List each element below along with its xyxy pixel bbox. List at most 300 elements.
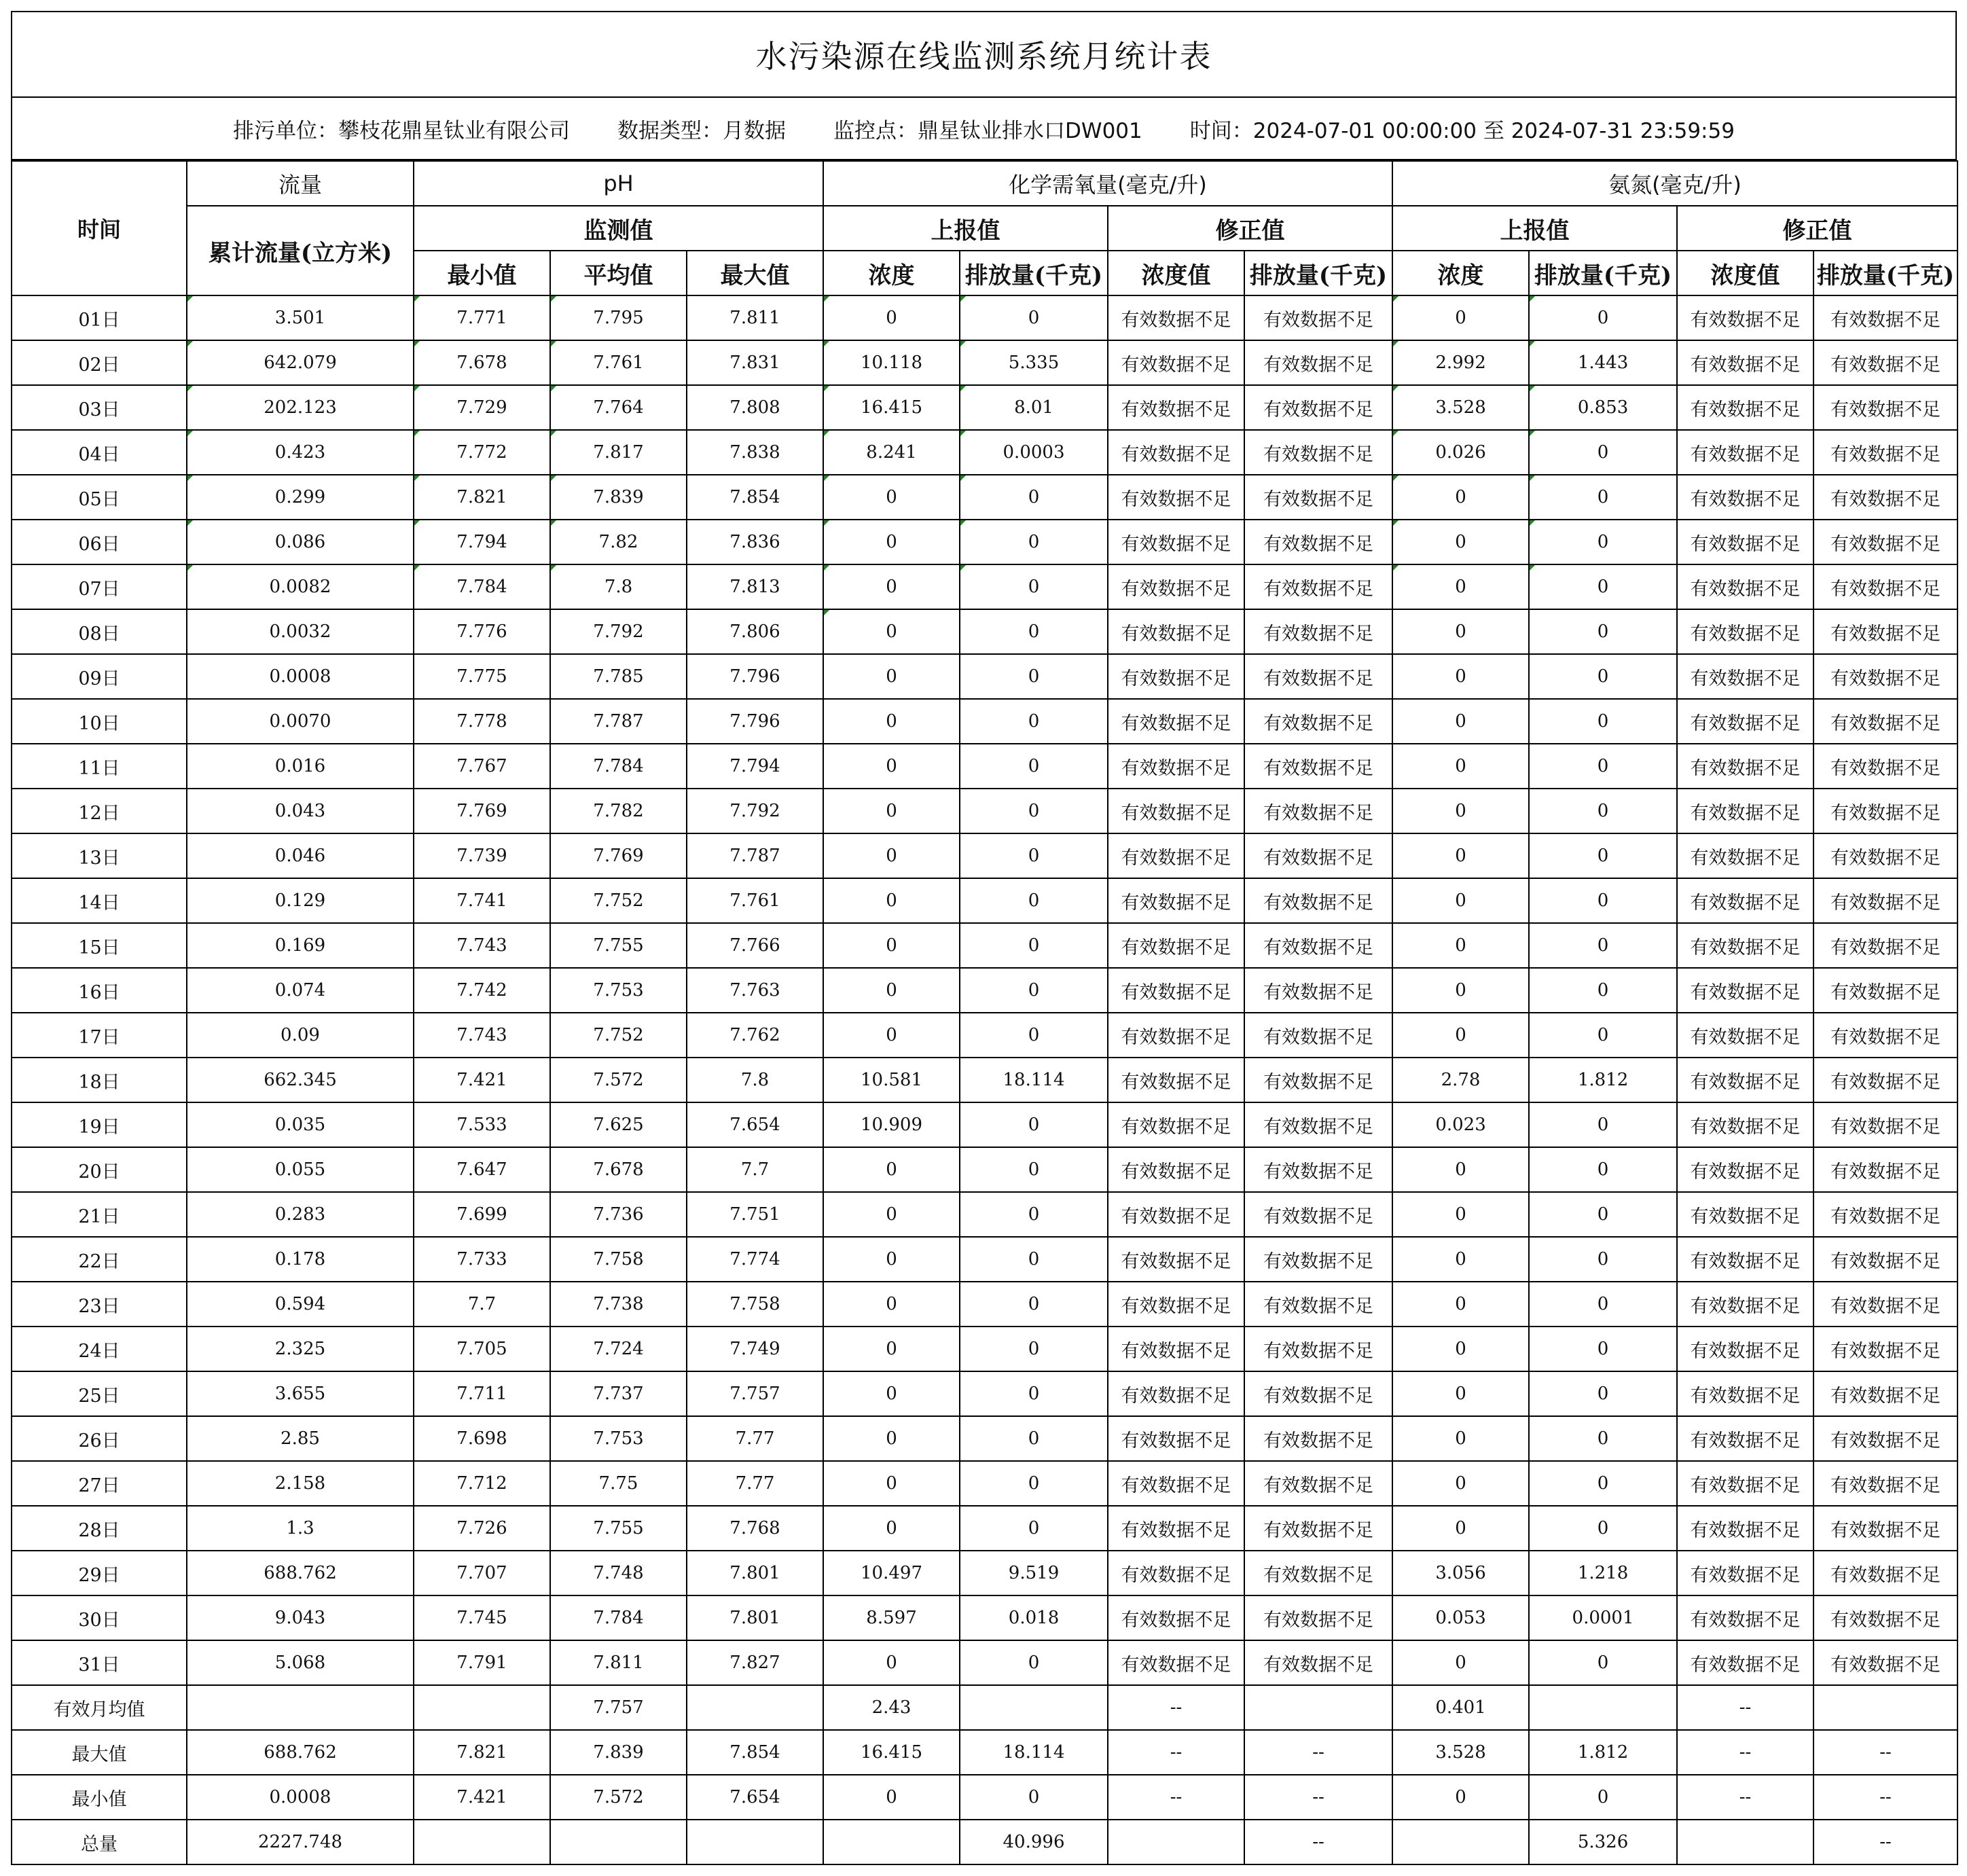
value-cell: 0 xyxy=(1392,1506,1529,1551)
day-cell: 02日 xyxy=(12,340,187,385)
value-cell: 0 xyxy=(1529,295,1677,340)
value-cell: 0 xyxy=(1392,744,1529,789)
value-cell: 0 xyxy=(823,1192,960,1237)
table-row xyxy=(12,1416,1957,1461)
value-cell: 有效数据不足 xyxy=(1244,923,1392,968)
value-cell: 0 xyxy=(960,1371,1108,1416)
table-row xyxy=(12,1282,1957,1327)
value-cell: 0 xyxy=(823,878,960,923)
value-cell: 有效数据不足 xyxy=(1677,699,1813,744)
summary-label: 总量 xyxy=(12,1820,187,1864)
value-cell: 0.178 xyxy=(187,1237,414,1282)
summary-row xyxy=(12,1685,1957,1730)
value-cell: 7.854 xyxy=(687,475,823,520)
value-cell: 0.043 xyxy=(187,789,414,833)
value-cell: 有效数据不足 xyxy=(1677,385,1813,430)
value-cell: 10.581 xyxy=(823,1058,960,1102)
value-cell: 0 xyxy=(823,1237,960,1282)
value-cell: 0 xyxy=(960,1282,1108,1327)
day-cell: 15日 xyxy=(12,923,187,968)
value-cell: 7.821 xyxy=(414,475,550,520)
value-cell: 7.752 xyxy=(550,1013,687,1058)
value-cell: 7.806 xyxy=(687,609,823,654)
day-cell: 12日 xyxy=(12,789,187,833)
summary-cell: 7.572 xyxy=(550,1775,687,1820)
value-cell: 7.711 xyxy=(414,1371,550,1416)
report-info-bar xyxy=(11,98,1957,160)
summary-cell xyxy=(1108,1820,1244,1864)
value-cell: 0 xyxy=(1529,654,1677,699)
value-cell: 7.748 xyxy=(550,1551,687,1595)
flow-header: 流量 xyxy=(187,161,414,206)
time-range: 时间：2024-07-01 00:00:00 至 2024-07-31 23:59:59 xyxy=(1189,118,1735,143)
value-cell: 0.0001 xyxy=(1529,1595,1677,1640)
value-cell: 9.043 xyxy=(187,1595,414,1640)
value-cell: 7.82 xyxy=(550,520,687,564)
value-cell: 7.647 xyxy=(414,1147,550,1192)
value-cell: 有效数据不足 xyxy=(1244,1282,1392,1327)
table-row xyxy=(12,789,1957,833)
value-cell: 7.753 xyxy=(550,968,687,1013)
summary-cell: 2227.748 xyxy=(187,1820,414,1864)
value-cell: 0 xyxy=(823,475,960,520)
value-cell: 7.787 xyxy=(687,833,823,878)
value-cell: 0 xyxy=(1529,1506,1677,1551)
day-cell: 25日 xyxy=(12,1371,187,1416)
value-cell: 有效数据不足 xyxy=(1813,1147,1957,1192)
value-cell: 有效数据不足 xyxy=(1813,564,1957,609)
value-cell: 0 xyxy=(960,1013,1108,1058)
polluter-unit: 排污单位：攀枝花鼎星钛业有限公司 xyxy=(233,118,571,143)
value-cell: 有效数据不足 xyxy=(1677,1147,1813,1192)
value-cell: 0 xyxy=(1392,699,1529,744)
value-cell: 0 xyxy=(1392,1013,1529,1058)
table-row xyxy=(12,654,1957,699)
value-cell: 0 xyxy=(960,923,1108,968)
day-cell: 26日 xyxy=(12,1416,187,1461)
value-cell: 有效数据不足 xyxy=(1813,833,1957,878)
value-cell: 0 xyxy=(1529,699,1677,744)
value-cell: 7.743 xyxy=(414,923,550,968)
value-cell: 0 xyxy=(1529,609,1677,654)
value-cell: 7.77 xyxy=(687,1416,823,1461)
value-cell: 0 xyxy=(960,475,1108,520)
value-cell: 7.838 xyxy=(687,430,823,475)
summary-cell: -- xyxy=(1813,1820,1957,1864)
value-cell: 7.764 xyxy=(550,385,687,430)
value-cell: 有效数据不足 xyxy=(1813,340,1957,385)
value-cell: 10.909 xyxy=(823,1102,960,1147)
value-cell: 有效数据不足 xyxy=(1108,1327,1244,1371)
value-cell: 0 xyxy=(1392,1461,1529,1506)
value-cell: 0 xyxy=(1392,564,1529,609)
value-cell: 有效数据不足 xyxy=(1813,699,1957,744)
value-cell: 有效数据不足 xyxy=(1108,1058,1244,1102)
value-cell: 0.053 xyxy=(1392,1595,1529,1640)
value-cell: 有效数据不足 xyxy=(1813,1551,1957,1595)
value-cell: 有效数据不足 xyxy=(1677,1595,1813,1640)
value-cell: 7.794 xyxy=(414,520,550,564)
value-cell: 7.8 xyxy=(687,1058,823,1102)
value-cell: 7.839 xyxy=(550,475,687,520)
value-cell: 0.018 xyxy=(960,1595,1108,1640)
value-cell: 7.763 xyxy=(687,968,823,1013)
day-cell: 31日 xyxy=(12,1640,187,1685)
value-cell: 7.836 xyxy=(687,520,823,564)
value-cell: 0 xyxy=(1529,1237,1677,1282)
table-row xyxy=(12,1371,1957,1416)
value-cell: 0 xyxy=(1392,1416,1529,1461)
value-cell: 0 xyxy=(960,699,1108,744)
table-row xyxy=(12,564,1957,609)
value-cell: 8.241 xyxy=(823,430,960,475)
value-cell: 0.129 xyxy=(187,878,414,923)
summary-cell: -- xyxy=(1244,1730,1392,1775)
value-cell: 有效数据不足 xyxy=(1813,1416,1957,1461)
value-cell: 0 xyxy=(1392,295,1529,340)
day-cell: 14日 xyxy=(12,878,187,923)
value-cell: 有效数据不足 xyxy=(1677,923,1813,968)
value-cell: 0 xyxy=(823,1416,960,1461)
value-cell: 有效数据不足 xyxy=(1813,1282,1957,1327)
value-cell: 有效数据不足 xyxy=(1813,654,1957,699)
table-row xyxy=(12,699,1957,744)
value-cell: 有效数据不足 xyxy=(1108,878,1244,923)
value-cell: 0 xyxy=(1529,1416,1677,1461)
value-cell: 有效数据不足 xyxy=(1244,833,1392,878)
summary-cell xyxy=(960,1685,1108,1730)
value-cell: 0 xyxy=(1392,1282,1529,1327)
value-cell: 7.792 xyxy=(687,789,823,833)
value-cell: 7.752 xyxy=(550,878,687,923)
value-cell: 7.75 xyxy=(550,1461,687,1506)
value-cell: 7.572 xyxy=(550,1058,687,1102)
cod-corrected-header: 修正值 xyxy=(1108,206,1392,251)
summary-cell xyxy=(1677,1820,1813,1864)
value-cell: 有效数据不足 xyxy=(1244,1595,1392,1640)
summary-cell: -- xyxy=(1813,1775,1957,1820)
value-cell: 有效数据不足 xyxy=(1108,744,1244,789)
cod-emission-header: 排放量(千克) xyxy=(960,251,1108,295)
value-cell: 7.743 xyxy=(414,1013,550,1058)
value-cell: 0.0082 xyxy=(187,564,414,609)
value-cell: 7.736 xyxy=(550,1192,687,1237)
value-cell: 7.726 xyxy=(414,1506,550,1551)
table-row xyxy=(12,1506,1957,1551)
value-cell: 有效数据不足 xyxy=(1813,1461,1957,1506)
value-cell: 0 xyxy=(823,744,960,789)
table-row xyxy=(12,430,1957,475)
value-cell: 0 xyxy=(1392,1237,1529,1282)
value-cell: 有效数据不足 xyxy=(1813,1327,1957,1371)
value-cell: 642.079 xyxy=(187,340,414,385)
value-cell: 0 xyxy=(1529,430,1677,475)
value-cell: 7.755 xyxy=(550,1506,687,1551)
value-cell: 有效数据不足 xyxy=(1813,1013,1957,1058)
value-cell: 有效数据不足 xyxy=(1108,833,1244,878)
value-cell: 7.729 xyxy=(414,385,550,430)
summary-cell xyxy=(1529,1685,1677,1730)
summary-cell xyxy=(414,1820,550,1864)
value-cell: 0 xyxy=(1392,789,1529,833)
value-cell: 8.01 xyxy=(960,385,1108,430)
value-cell: 0 xyxy=(1529,1013,1677,1058)
value-cell: 7.678 xyxy=(550,1147,687,1192)
day-cell: 07日 xyxy=(12,564,187,609)
value-cell: 0 xyxy=(823,1013,960,1058)
table-row xyxy=(12,1192,1957,1237)
value-cell: 有效数据不足 xyxy=(1813,1237,1957,1282)
nh3-corrected-header: 修正值 xyxy=(1677,206,1957,251)
table-row xyxy=(12,1551,1957,1595)
summary-cell: 1.812 xyxy=(1529,1730,1677,1775)
summary-cell xyxy=(687,1685,823,1730)
value-cell: 1.443 xyxy=(1529,340,1677,385)
day-cell: 30日 xyxy=(12,1595,187,1640)
value-cell: 3.528 xyxy=(1392,385,1529,430)
report-title: 水污染源在线监测系统月统计表 xyxy=(11,11,1957,98)
value-cell: 16.415 xyxy=(823,385,960,430)
value-cell: 1.812 xyxy=(1529,1058,1677,1102)
value-cell: 有效数据不足 xyxy=(1108,295,1244,340)
summary-cell: -- xyxy=(1244,1820,1392,1864)
value-cell: 有效数据不足 xyxy=(1677,1416,1813,1461)
value-cell: 0 xyxy=(1392,520,1529,564)
value-cell: 0 xyxy=(1529,1371,1677,1416)
value-cell: 7.769 xyxy=(550,833,687,878)
value-cell: 7.678 xyxy=(414,340,550,385)
value-cell: 有效数据不足 xyxy=(1108,789,1244,833)
value-cell: 7.739 xyxy=(414,833,550,878)
value-cell: 7.745 xyxy=(414,1595,550,1640)
value-cell: 7.801 xyxy=(687,1551,823,1595)
value-cell: 0 xyxy=(823,699,960,744)
value-cell: 有效数据不足 xyxy=(1244,1371,1392,1416)
value-cell: 7.784 xyxy=(550,1595,687,1640)
table-row xyxy=(12,1461,1957,1506)
day-cell: 29日 xyxy=(12,1551,187,1595)
value-cell: 7.533 xyxy=(414,1102,550,1147)
value-cell: 有效数据不足 xyxy=(1677,1102,1813,1147)
value-cell: 0.086 xyxy=(187,520,414,564)
summary-cell: 0 xyxy=(1392,1775,1529,1820)
value-cell: 0 xyxy=(1529,1461,1677,1506)
value-cell: 有效数据不足 xyxy=(1108,1595,1244,1640)
value-cell: 0 xyxy=(1392,1327,1529,1371)
value-cell: 0 xyxy=(1529,1102,1677,1147)
value-cell: 0 xyxy=(1529,1192,1677,1237)
day-cell: 19日 xyxy=(12,1102,187,1147)
value-cell: 7.421 xyxy=(414,1058,550,1102)
value-cell: 0 xyxy=(823,833,960,878)
day-cell: 18日 xyxy=(12,1058,187,1102)
value-cell: 0.0008 xyxy=(187,654,414,699)
value-cell: 有效数据不足 xyxy=(1813,1595,1957,1640)
value-cell: 0.023 xyxy=(1392,1102,1529,1147)
summary-cell: 16.415 xyxy=(823,1730,960,1775)
value-cell: 有效数据不足 xyxy=(1813,1058,1957,1102)
table-row xyxy=(12,744,1957,789)
value-cell: 0 xyxy=(1529,1147,1677,1192)
value-cell: 0.0003 xyxy=(960,430,1108,475)
value-cell: 有效数据不足 xyxy=(1108,1416,1244,1461)
summary-cell xyxy=(550,1820,687,1864)
value-cell: 0 xyxy=(960,520,1108,564)
value-cell: 0.283 xyxy=(187,1192,414,1237)
value-cell: 有效数据不足 xyxy=(1108,1013,1244,1058)
value-cell: 0 xyxy=(823,1640,960,1685)
value-cell: 7.741 xyxy=(414,878,550,923)
value-cell: 有效数据不足 xyxy=(1108,923,1244,968)
summary-cell xyxy=(1813,1685,1957,1730)
value-cell: 有效数据不足 xyxy=(1244,1147,1392,1192)
value-cell: 7.757 xyxy=(687,1371,823,1416)
value-cell: 0.016 xyxy=(187,744,414,789)
value-cell: 7.77 xyxy=(687,1461,823,1506)
day-cell: 10日 xyxy=(12,699,187,744)
value-cell: 有效数据不足 xyxy=(1677,1461,1813,1506)
value-cell: 有效数据不足 xyxy=(1244,340,1392,385)
value-cell: 有效数据不足 xyxy=(1108,475,1244,520)
value-cell: 有效数据不足 xyxy=(1108,564,1244,609)
ph-min-header: 最小值 xyxy=(414,251,550,295)
value-cell: 有效数据不足 xyxy=(1244,430,1392,475)
value-cell: 7.761 xyxy=(687,878,823,923)
value-cell: 有效数据不足 xyxy=(1244,744,1392,789)
value-cell: 7.705 xyxy=(414,1327,550,1371)
ph-header: pH xyxy=(414,161,823,206)
value-cell: 0 xyxy=(1392,968,1529,1013)
value-cell: 0 xyxy=(960,1506,1108,1551)
day-cell: 09日 xyxy=(12,654,187,699)
value-cell: 0.035 xyxy=(187,1102,414,1147)
value-cell: 有效数据不足 xyxy=(1813,968,1957,1013)
value-cell: 7.698 xyxy=(414,1416,550,1461)
value-cell: 有效数据不足 xyxy=(1677,430,1813,475)
value-cell: 0 xyxy=(960,1192,1108,1237)
value-cell: 0 xyxy=(823,520,960,564)
value-cell: 有效数据不足 xyxy=(1677,564,1813,609)
value-cell: 7.768 xyxy=(687,1506,823,1551)
table-row xyxy=(12,609,1957,654)
value-cell: 0 xyxy=(1392,923,1529,968)
value-cell: 0 xyxy=(1392,1192,1529,1237)
value-cell: 18.114 xyxy=(960,1058,1108,1102)
value-cell: 0 xyxy=(960,878,1108,923)
value-cell: 有效数据不足 xyxy=(1813,475,1957,520)
day-cell: 27日 xyxy=(12,1461,187,1506)
value-cell: 有效数据不足 xyxy=(1677,744,1813,789)
value-cell: 0.594 xyxy=(187,1282,414,1327)
value-cell: 0 xyxy=(823,968,960,1013)
value-cell: 1.3 xyxy=(187,1506,414,1551)
value-cell: 7.769 xyxy=(414,789,550,833)
value-cell: 0.299 xyxy=(187,475,414,520)
day-cell: 28日 xyxy=(12,1506,187,1551)
value-cell: 有效数据不足 xyxy=(1813,1102,1957,1147)
value-cell: 7.784 xyxy=(414,564,550,609)
value-cell: 7.766 xyxy=(687,923,823,968)
value-cell: 0 xyxy=(960,654,1108,699)
value-cell: 10.497 xyxy=(823,1551,960,1595)
value-cell: 有效数据不足 xyxy=(1108,340,1244,385)
value-cell: 7.712 xyxy=(414,1461,550,1506)
day-cell: 06日 xyxy=(12,520,187,564)
value-cell: 有效数据不足 xyxy=(1677,1058,1813,1102)
value-cell: 有效数据不足 xyxy=(1108,1506,1244,1551)
value-cell: 0 xyxy=(1529,475,1677,520)
value-cell: 0 xyxy=(960,1640,1108,1685)
nh3-emission-header: 排放量(千克) xyxy=(1529,251,1677,295)
value-cell: 662.345 xyxy=(187,1058,414,1102)
value-cell: 7.8 xyxy=(550,564,687,609)
value-cell: 有效数据不足 xyxy=(1813,1506,1957,1551)
value-cell: 有效数据不足 xyxy=(1677,878,1813,923)
value-cell: 0 xyxy=(1529,923,1677,968)
value-cell: 有效数据不足 xyxy=(1244,1461,1392,1506)
value-cell: 有效数据不足 xyxy=(1813,385,1957,430)
value-cell: 0.853 xyxy=(1529,385,1677,430)
value-cell: 0 xyxy=(960,968,1108,1013)
value-cell: 7.778 xyxy=(414,699,550,744)
value-cell: 202.123 xyxy=(187,385,414,430)
value-cell: 0 xyxy=(960,744,1108,789)
table-row xyxy=(12,520,1957,564)
value-cell: 有效数据不足 xyxy=(1677,833,1813,878)
value-cell: 有效数据不足 xyxy=(1677,295,1813,340)
value-cell: 0 xyxy=(1529,744,1677,789)
value-cell: 有效数据不足 xyxy=(1108,1102,1244,1147)
value-cell: 有效数据不足 xyxy=(1108,1551,1244,1595)
value-cell: 有效数据不足 xyxy=(1108,520,1244,564)
summary-cell: 40.996 xyxy=(960,1820,1108,1864)
day-cell: 05日 xyxy=(12,475,187,520)
value-cell: 5.335 xyxy=(960,340,1108,385)
value-cell: 7.776 xyxy=(414,609,550,654)
value-cell: 7.751 xyxy=(687,1192,823,1237)
statistics-table xyxy=(11,160,1958,1865)
value-cell: 有效数据不足 xyxy=(1244,654,1392,699)
value-cell: 有效数据不足 xyxy=(1108,1147,1244,1192)
value-cell: 0.169 xyxy=(187,923,414,968)
day-cell: 23日 xyxy=(12,1282,187,1327)
summary-cell: 0 xyxy=(823,1775,960,1820)
ph-monitor-header: 监测值 xyxy=(414,206,823,251)
value-cell: 有效数据不足 xyxy=(1244,475,1392,520)
summary-row xyxy=(12,1820,1957,1864)
value-cell: 有效数据不足 xyxy=(1108,430,1244,475)
value-cell: 0 xyxy=(960,1102,1108,1147)
value-cell: 7.774 xyxy=(687,1237,823,1282)
value-cell: 0 xyxy=(1529,878,1677,923)
value-cell: 688.762 xyxy=(187,1551,414,1595)
value-cell: 7.761 xyxy=(550,340,687,385)
value-cell: 有效数据不足 xyxy=(1108,385,1244,430)
summary-cell: 0.401 xyxy=(1392,1685,1529,1730)
summary-cell: -- xyxy=(1108,1730,1244,1775)
value-cell: 7.7 xyxy=(687,1147,823,1192)
nh3-conc-val-header: 浓度值 xyxy=(1677,251,1813,295)
value-cell: 0 xyxy=(1392,833,1529,878)
value-cell: 7.827 xyxy=(687,1640,823,1685)
summary-cell: 7.757 xyxy=(550,1685,687,1730)
value-cell: 0 xyxy=(1392,1371,1529,1416)
value-cell: 7.742 xyxy=(414,968,550,1013)
value-cell: 有效数据不足 xyxy=(1108,654,1244,699)
value-cell: 0 xyxy=(823,923,960,968)
value-cell: 0 xyxy=(1392,475,1529,520)
table-row xyxy=(12,340,1957,385)
